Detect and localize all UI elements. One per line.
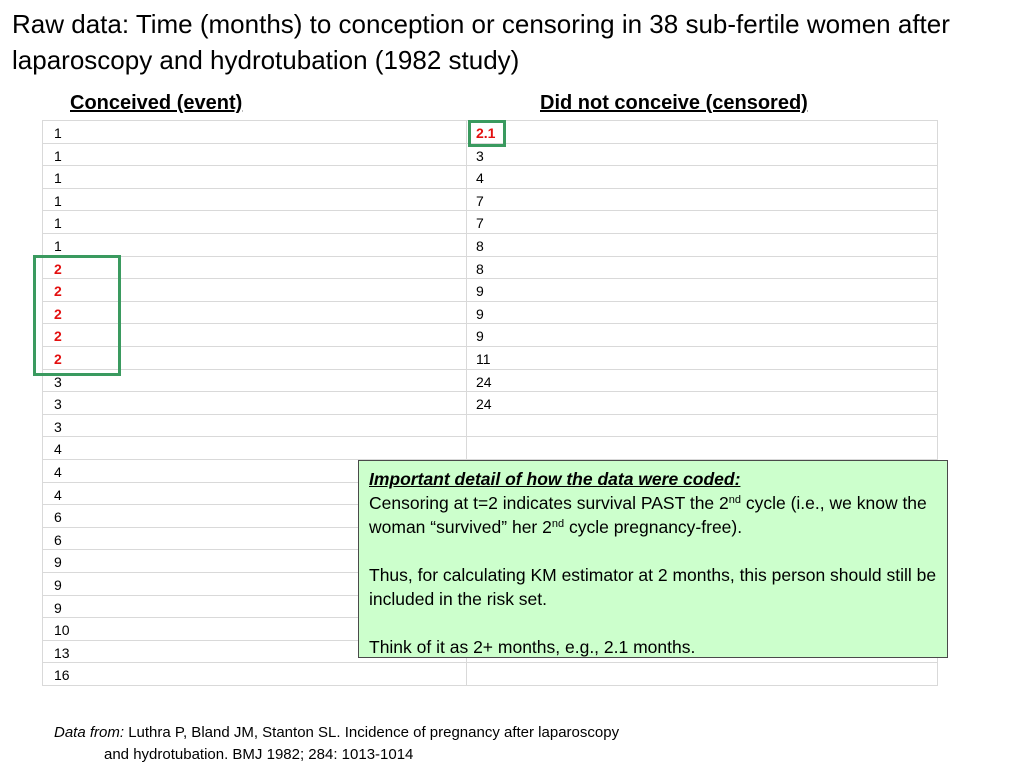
censored-value: 4 [476, 170, 484, 187]
conceived-value: 1 [54, 238, 62, 254]
censored-value: 8 [476, 238, 484, 254]
slide-title: Raw data: Time (months) to conception or censoring in 38 sub-fertile women after laparoscopy and hydrotubation (1982 study) [12, 9, 950, 75]
conceived-value: 2 [54, 260, 62, 277]
grid-row-line [43, 323, 937, 324]
censored-value: 9 [476, 328, 484, 345]
censored-value: 9 [476, 305, 484, 322]
note-text: cycle pregnancy-free). [564, 517, 743, 537]
grid-row-line [43, 278, 937, 279]
citation [54, 722, 814, 766]
conceived-column-header: Conceived (event) [70, 92, 243, 114]
grid-row-line [43, 210, 937, 211]
coding-note-box [358, 460, 948, 658]
highlight-box-conceived-2 [33, 255, 121, 376]
conceived-value: 4 [54, 441, 62, 458]
note-text: cycle (i.e., we know the woman “survived” her 2 [369, 493, 927, 537]
conceived-value: 2 [54, 351, 62, 367]
note-superscript: nd [728, 494, 741, 506]
grid-row-line [43, 346, 937, 347]
conceived-value: 1 [54, 215, 62, 232]
citation-line-2: and hydrotubation. BMJ 1982; 284: 1013-1014 [104, 746, 414, 763]
censored-value: 2.1 [476, 125, 496, 141]
grid-row-line [43, 685, 937, 686]
censored-value: 11 [476, 351, 491, 367]
highlight-box-censored-2-1 [468, 120, 506, 147]
note-heading: Important detail of how the data were coded: [369, 469, 741, 489]
conceived-value: 1 [54, 147, 62, 164]
conceived-value: 13 [54, 644, 70, 661]
censored-value: 9 [476, 283, 484, 300]
censored-value: 7 [476, 215, 484, 232]
censored-value: 24 [476, 373, 492, 390]
conceived-value: 10 [54, 622, 70, 639]
grid-row-line [43, 165, 937, 166]
conceived-value: 6 [54, 531, 62, 548]
citation-source-label: Data from: [54, 724, 125, 741]
conceived-value: 2 [54, 328, 62, 345]
note-paragraph-2: Thus, for calculating KM estimator at 2 months, this person should still be included in the risk set. [369, 565, 937, 609]
conceived-value: 1 [54, 192, 62, 209]
censored-value: 7 [476, 192, 484, 209]
conceived-value: 2 [54, 305, 62, 322]
conceived-value: 9 [54, 599, 62, 616]
conceived-value: 4 [54, 464, 62, 480]
conceived-value: 1 [54, 170, 62, 187]
note-text: Censoring at t=2 indicates survival PAST the 2 [369, 493, 729, 513]
conceived-value: 3 [54, 373, 62, 390]
conceived-value: 9 [54, 554, 62, 571]
conceived-value: 3 [54, 418, 62, 435]
note-paragraph-1 [369, 491, 937, 539]
grid-row-line [43, 256, 937, 257]
grid-row-line [43, 436, 937, 437]
conceived-value: 3 [54, 396, 62, 413]
conceived-value: 2 [54, 283, 62, 300]
censored-column-header: Did not conceive (censored) [540, 92, 808, 114]
conceived-value: 1 [54, 125, 62, 141]
censored-value: 8 [476, 260, 484, 277]
note-superscript: nd [551, 518, 565, 530]
conceived-value: 4 [54, 486, 62, 503]
conceived-value: 9 [54, 577, 62, 593]
grid-row-line [43, 233, 937, 234]
grid-row-line [43, 662, 937, 663]
conceived-value: 6 [54, 509, 62, 526]
note-paragraph-3: Think of it as 2+ months, e.g., 2.1 months. [369, 637, 696, 657]
grid-row-line [43, 188, 937, 189]
censored-value: 3 [476, 147, 484, 164]
censored-value: 24 [476, 396, 492, 413]
grid-row-line [43, 301, 937, 302]
conceived-value: 16 [54, 667, 70, 684]
citation-line-1: Luthra P, Bland JM, Stanton SL. Incidence of pregnancy after laparoscopy [128, 724, 620, 741]
